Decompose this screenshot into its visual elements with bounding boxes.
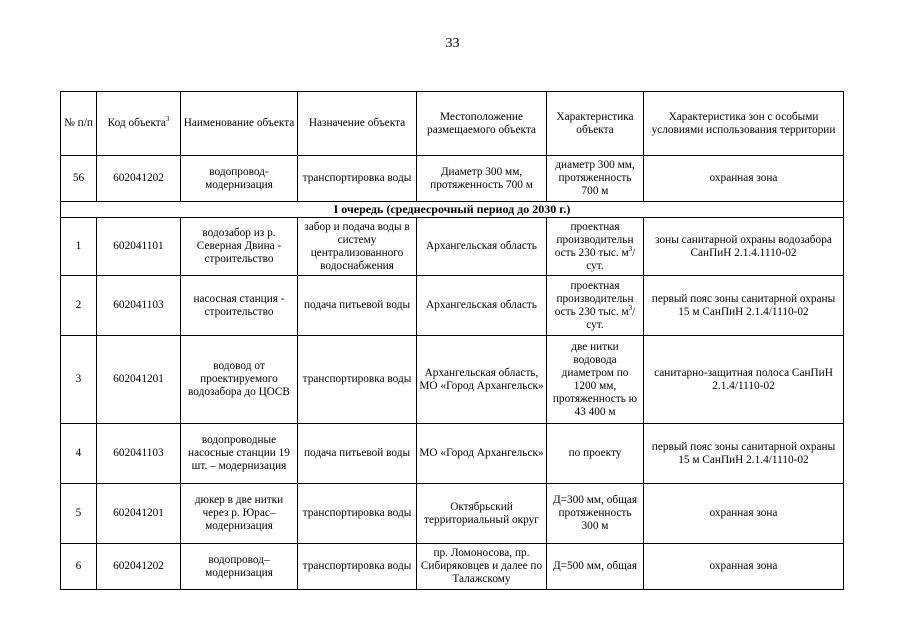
cell-num: 3: [61, 336, 97, 424]
cell-zone: охранная зона: [644, 544, 844, 590]
table-row: [61, 424, 844, 484]
header-location: Местоположение размещаемого объекта: [417, 92, 547, 156]
table-row: [61, 218, 844, 276]
cell-num: 5: [61, 484, 97, 544]
cell-zone: охранная зона: [644, 484, 844, 544]
cell-location: Октябрьский территориальный округ: [417, 484, 547, 544]
cell-name: дюкер в две нитки через р. Юрас– модернизация: [181, 484, 298, 544]
cell-purpose: подача питьевой воды: [298, 424, 417, 484]
cell-name: водопроводные насосные станции 19 шт. – модернизация: [181, 424, 298, 484]
cell-location: МО «Город Архангельск»: [417, 424, 547, 484]
cell-purpose: забор и подача воды в систему централизованного водоснабжения: [298, 218, 417, 276]
cell-purpose: подача питьевой воды: [298, 276, 417, 336]
cell-num: 6: [61, 544, 97, 590]
cell-characteristic: проектная производительн ость 230 тыс. $м^3$/сут.: [547, 276, 644, 336]
table-row: [61, 156, 844, 202]
header-purpose: Назначение объекта: [298, 92, 417, 156]
header-zone: Характеристика зон с особыми условиями использования территории: [644, 92, 844, 156]
cell-code: 602041103: [97, 424, 181, 484]
cell-purpose: транспортировка воды: [298, 484, 417, 544]
cell-num: 56: [61, 156, 97, 202]
cell-num: 4: [61, 424, 97, 484]
cell-zone: зоны санитарной охраны водозабора СанПиН 2.1.4.1110-02: [644, 218, 844, 276]
cell-code: 602041202: [97, 544, 181, 590]
table-row: [61, 276, 844, 336]
cell-purpose: транспортировка воды: [298, 336, 417, 424]
cell-characteristic: по проекту: [547, 424, 644, 484]
section-row: [61, 202, 844, 218]
header-name: Наименование объекта: [181, 92, 298, 156]
cell-name: водовод от проектируемого водозабора до ЦОСВ: [181, 336, 298, 424]
table-row: [61, 484, 844, 544]
cell-purpose: транспортировка воды: [298, 544, 417, 590]
cell-zone: охранная зона: [644, 156, 844, 202]
cell-name: водозабор из р. Северная Двина - строительство: [181, 218, 298, 276]
header-code: Код объекта$^3$: [97, 92, 181, 156]
page-number: 33: [445, 36, 460, 51]
cell-location: Диаметр 300 мм, протяженность 700 м: [417, 156, 547, 202]
cell-location: пр. Ломоносова, пр. Сибиряковцев и далее по Талажскому: [417, 544, 547, 590]
cell-purpose: транспортировка воды: [298, 156, 417, 202]
cell-characteristic: Д=300 мм, общая протяженность 300 м: [547, 484, 644, 544]
table-row: [61, 336, 844, 424]
cell-num: 1: [61, 218, 97, 276]
cell-code: 602041201: [97, 484, 181, 544]
cell-name: насосная станция - строительство: [181, 276, 298, 336]
cell-characteristic: диаметр 300 мм, протяженность 700 м: [547, 156, 644, 202]
objects-table: [60, 91, 844, 590]
cell-zone: первый пояс зоны санитарной охраны 15 м СанПиН 2.1.4/1110-02: [644, 276, 844, 336]
header-characteristic: Характеристика объекта: [547, 92, 644, 156]
cell-name: водопровод-модернизация: [181, 156, 298, 202]
table-row: [61, 544, 844, 590]
cell-num: 2: [61, 276, 97, 336]
cell-name: водопровод– модернизация: [181, 544, 298, 590]
cell-code: 602041202: [97, 156, 181, 202]
cell-code: 602041201: [97, 336, 181, 424]
header-num: № п/п: [61, 92, 97, 156]
cell-characteristic: две нитки водовода диаметром по 1200 мм, протяженность ю 43 400 м: [547, 336, 644, 424]
cell-code: 602041101: [97, 218, 181, 276]
cell-characteristic: Д=500 мм, общая: [547, 544, 644, 590]
cell-location: Архангельская область: [417, 218, 547, 276]
footnote-marker: 3: [165, 115, 170, 124]
table-header-row: [61, 92, 844, 156]
section-title: I очередь (среднесрочный период до 2030 г.): [61, 202, 844, 218]
cell-location: Архангельская область: [417, 276, 547, 336]
cell-zone: санитарно-защитная полоса СанПиН 2.1.4/1110-02: [644, 336, 844, 424]
cell-code: 602041103: [97, 276, 181, 336]
cell-characteristic: проектная производительн ость 230 тыс. $м^3$/сут.: [547, 218, 644, 276]
cell-location: Архангельская область, МО «Город Архангельск»: [417, 336, 547, 424]
cell-zone: первый пояс зоны санитарной охраны 15 м СанПиН 2.1.4/1110-02: [644, 424, 844, 484]
